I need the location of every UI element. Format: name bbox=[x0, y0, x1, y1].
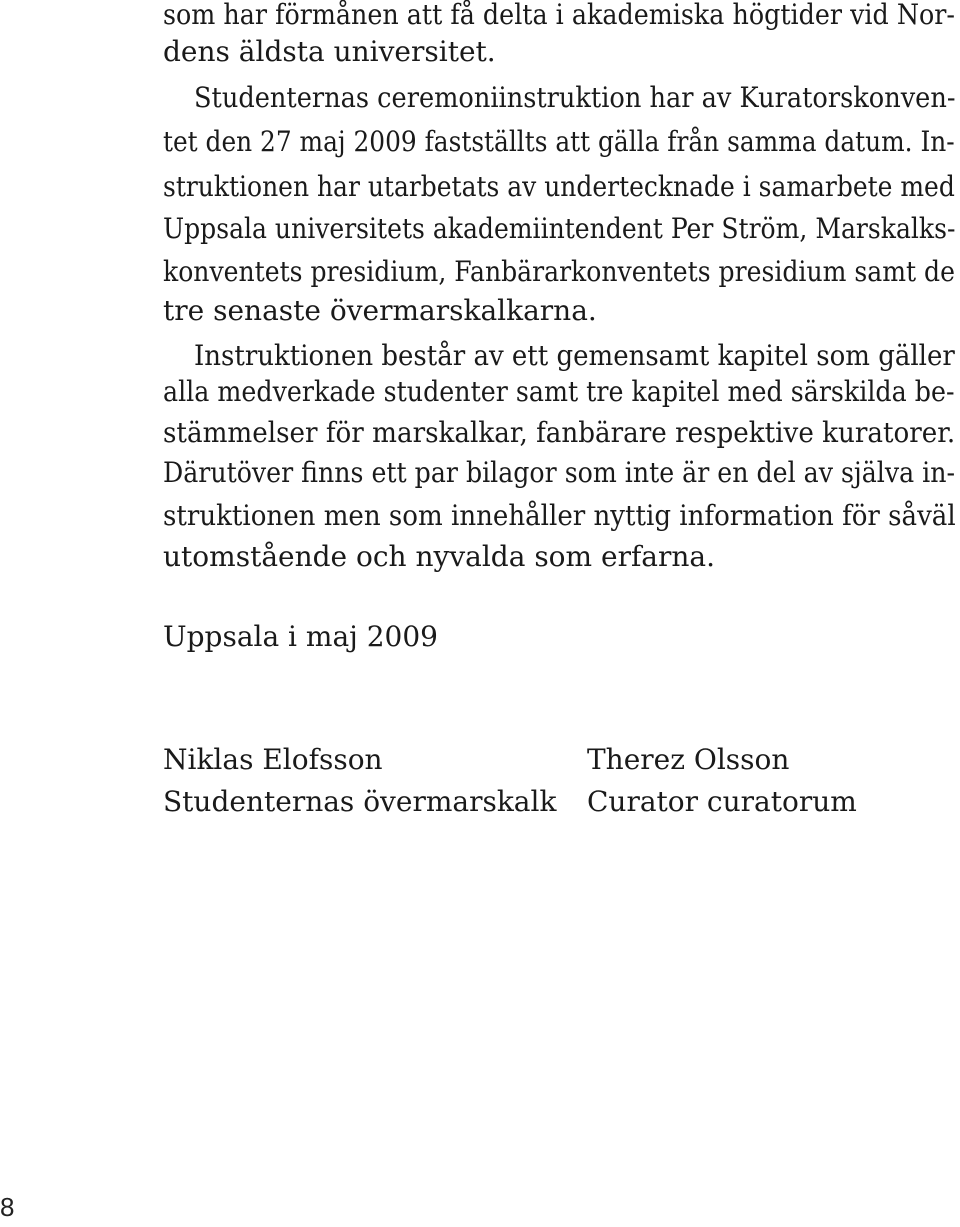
body-line-5: struktionen har utarbetats av undertecknade i samarbete med bbox=[163, 170, 955, 203]
body-line-8: tre senaste övermarskalkarna. bbox=[163, 294, 597, 327]
body-line-11: stämmelser för marskalkar, fanbärare respektive kuratorer. bbox=[163, 416, 956, 449]
page-number: 8 bbox=[0, 1192, 15, 1222]
signatory-2-name: Therez Olsson bbox=[587, 743, 790, 776]
body-line-13: struktionen men som innehåller nyttig information för såväl bbox=[163, 499, 956, 532]
signatory-1-name: Niklas Elofsson bbox=[163, 743, 383, 776]
body-line-9: Instruktionen består av ett gemensamt kapitel som gäller bbox=[194, 339, 955, 372]
body-line-4: tet den 27 maj 2009 fastställts att gälla från samma datum. In- bbox=[163, 125, 955, 158]
body-line-2: dens äldsta universitet. bbox=[163, 35, 496, 68]
signatory-2-title: Curator curatorum bbox=[587, 785, 857, 818]
body-line-6: Uppsala universitets akademiintendent Per Ström, Marskalks- bbox=[163, 212, 956, 245]
body-line-10: alla medverkade studenter samt tre kapitel med särskilda be- bbox=[163, 375, 955, 408]
place-date: Uppsala i maj 2009 bbox=[163, 620, 438, 653]
signatory-1-title: Studenternas övermarskalk bbox=[163, 785, 557, 818]
body-line-1: som har förmånen att få delta i akademiska högtider vid Nor- bbox=[163, 0, 955, 31]
body-line-14: utomstående och nyvalda som erfarna. bbox=[163, 540, 716, 573]
body-line-12: Därutöver finns ett par bilagor som inte är en del av själva in- bbox=[163, 456, 956, 489]
body-line-3: Studenternas ceremoniinstruktion har av Kuratorskonven- bbox=[194, 81, 956, 114]
body-line-7: konventets presidium, Fanbärarkonventets presidium samt de bbox=[163, 255, 955, 288]
